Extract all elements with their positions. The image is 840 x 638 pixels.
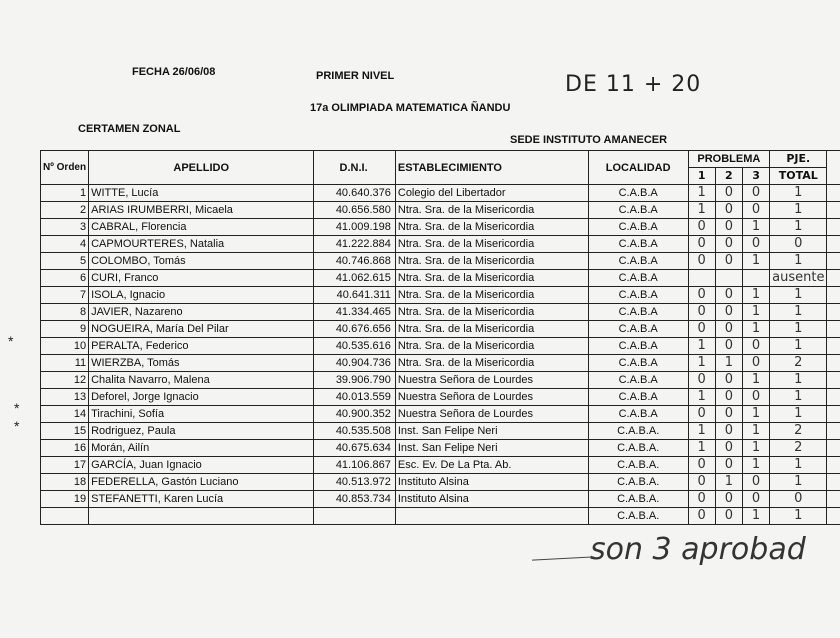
row-total: 1	[770, 304, 827, 321]
row-dni: 40.746.868	[314, 253, 396, 270]
row-extra	[827, 491, 840, 508]
row-p2: 0	[715, 457, 742, 474]
row-apellido: PERALTA, Federico	[89, 338, 314, 355]
table-row	[41, 440, 840, 457]
table-row	[41, 372, 840, 389]
row-orden: 10	[41, 338, 89, 355]
row-p2: 0	[715, 372, 742, 389]
row-orden: 14	[41, 406, 89, 423]
row-dni: 41.009.198	[314, 219, 396, 236]
row-extra	[827, 321, 840, 338]
row-p1: 0	[688, 236, 715, 253]
row-p1: 0	[688, 508, 715, 525]
row-p2: 0	[715, 219, 742, 236]
row-p2: 0	[715, 236, 742, 253]
row-p1: 1	[688, 440, 715, 457]
row-localidad: C.A.B.A	[588, 389, 688, 406]
row-localidad: C.A.B.A	[588, 202, 688, 219]
table-row	[41, 219, 840, 236]
table-body	[41, 185, 840, 525]
table-row	[41, 270, 840, 287]
row-orden: 7	[41, 287, 89, 304]
row-dni: 40.904.736	[314, 355, 396, 372]
row-orden: 2	[41, 202, 89, 219]
row-total: 0	[770, 236, 827, 253]
row-establecimiento: Ntra. Sra. de la Misericordia	[395, 236, 588, 253]
row-localidad: C.A.B.A.	[588, 440, 688, 457]
row-apellido: WITTE, Lucía	[89, 185, 314, 202]
row-total: 1	[770, 457, 827, 474]
col-p1: 1	[688, 168, 715, 185]
row-total: 1	[770, 389, 827, 406]
table-row	[41, 474, 840, 491]
row-localidad: C.A.B.A	[588, 372, 688, 389]
row-apellido: Tirachini, Sofía	[89, 406, 314, 423]
row-extra	[827, 219, 840, 236]
row-dni: 40.013.559	[314, 389, 396, 406]
table-row	[41, 423, 840, 440]
fecha-label: FECHA 26/06/08	[132, 66, 216, 78]
col-establecimiento: ESTABLECIMIENTO	[395, 151, 588, 185]
row-orden: 4	[41, 236, 89, 253]
row-p1: 1	[688, 389, 715, 406]
star-mark-row-15: *	[14, 418, 20, 434]
row-total: 1	[770, 474, 827, 491]
row-p1: 0	[688, 287, 715, 304]
row-apellido: NOGUEIRA, María Del Pilar	[89, 321, 314, 338]
row-total: 2	[770, 440, 827, 457]
row-p2: 1	[715, 355, 742, 372]
row-p3: 0	[742, 236, 769, 253]
row-total: 1	[770, 338, 827, 355]
row-establecimiento	[395, 508, 588, 525]
row-orden: 12	[41, 372, 89, 389]
row-extra	[827, 236, 840, 253]
row-p1: 1	[688, 338, 715, 355]
row-establecimiento: Nuestra Señora de Lourdes	[395, 406, 588, 423]
row-apellido: CAPMOURTERES, Natalia	[89, 236, 314, 253]
row-orden: 8	[41, 304, 89, 321]
row-extra	[827, 338, 840, 355]
row-total: 1	[770, 406, 827, 423]
row-apellido: ISOLA, Ignacio	[89, 287, 314, 304]
row-apellido: CABRAL, Florencia	[89, 219, 314, 236]
row-p3: 0	[742, 355, 769, 372]
row-localidad: C.A.B.A	[588, 338, 688, 355]
row-total: 0	[770, 491, 827, 508]
row-establecimiento: Ntra. Sra. de la Misericordia	[395, 355, 588, 372]
row-apellido: Rodriguez, Paula	[89, 423, 314, 440]
row-orden: 18	[41, 474, 89, 491]
row-p3: 0	[742, 185, 769, 202]
footer-note-underline	[532, 556, 594, 560]
row-establecimiento: Colegio del Libertador	[395, 185, 588, 202]
table-row	[41, 338, 840, 355]
star-mark-row-10: *	[8, 333, 14, 349]
nivel-label: PRIMER NIVEL	[316, 70, 395, 82]
row-dni: 40.900.352	[314, 406, 396, 423]
table-row	[41, 406, 840, 423]
row-p1: 0	[688, 372, 715, 389]
row-total: 1	[770, 372, 827, 389]
row-p2: 0	[715, 287, 742, 304]
row-establecimiento: Inst. San Felipe Neri	[395, 423, 588, 440]
row-total: 1	[770, 508, 827, 525]
handwritten-range: DE 11 + 20	[565, 72, 702, 97]
row-localidad: C.A.B.A	[588, 253, 688, 270]
row-dni: 39.906.790	[314, 372, 396, 389]
row-p3: 1	[742, 219, 769, 236]
row-establecimiento: Instituto Alsina	[395, 491, 588, 508]
row-extra	[827, 372, 840, 389]
row-p2: 0	[715, 202, 742, 219]
table-row	[41, 389, 840, 406]
row-apellido: COLOMBO, Tomás	[89, 253, 314, 270]
header-row-1	[41, 151, 840, 168]
row-p3: 1	[742, 406, 769, 423]
row-establecimiento: Ntra. Sra. de la Misericordia	[395, 338, 588, 355]
certamen-label: CERTAMEN ZONAL	[78, 123, 181, 135]
row-establecimiento: Ntra. Sra. de la Misericordia	[395, 304, 588, 321]
row-apellido: WIERZBA, Tomás	[89, 355, 314, 372]
col-extra	[827, 151, 840, 185]
row-extra	[827, 474, 840, 491]
row-total: 1	[770, 185, 827, 202]
row-orden: 16	[41, 440, 89, 457]
row-establecimiento: Ntra. Sra. de la Misericordia	[395, 287, 588, 304]
row-p1: 0	[688, 474, 715, 491]
row-dni: 40.535.508	[314, 423, 396, 440]
row-total: 2	[770, 423, 827, 440]
col-total: TOTAL	[770, 168, 827, 185]
row-apellido: ARIAS IRUMBERRI, Micaela	[89, 202, 314, 219]
row-orden: 13	[41, 389, 89, 406]
row-extra	[827, 508, 840, 525]
row-apellido	[89, 508, 314, 525]
row-apellido: Deforel, Jorge Ignacio	[89, 389, 314, 406]
row-p3: 1	[742, 372, 769, 389]
col-problema: PROBLEMA	[688, 151, 770, 168]
table-row	[41, 355, 840, 372]
table-row	[41, 457, 840, 474]
row-total: 1	[770, 202, 827, 219]
row-extra	[827, 185, 840, 202]
row-extra	[827, 457, 840, 474]
row-p1: 0	[688, 457, 715, 474]
row-localidad: C.A.B.A	[588, 270, 688, 287]
row-p2: 0	[715, 321, 742, 338]
row-p3: 1	[742, 253, 769, 270]
col-p2: 2	[715, 168, 742, 185]
row-total: 1	[770, 321, 827, 338]
row-extra	[827, 304, 840, 321]
row-localidad: C.A.B.A	[588, 185, 688, 202]
row-p3: 0	[742, 474, 769, 491]
row-p1: 0	[688, 491, 715, 508]
row-p1: 0	[688, 219, 715, 236]
row-total: 2	[770, 355, 827, 372]
row-localidad: C.A.B.A	[588, 236, 688, 253]
row-dni: 40.656.580	[314, 202, 396, 219]
table-row	[41, 202, 840, 219]
col-localidad: LOCALIDAD	[588, 151, 688, 185]
row-localidad: C.A.B.A	[588, 304, 688, 321]
col-orden: Nº Orden	[41, 151, 89, 185]
row-localidad: C.A.B.A.	[588, 474, 688, 491]
row-p1: 0	[688, 304, 715, 321]
row-extra	[827, 287, 840, 304]
row-apellido: Chalita Navarro, Malena	[89, 372, 314, 389]
row-localidad: C.A.B.A	[588, 406, 688, 423]
row-dni: 41.062.615	[314, 270, 396, 287]
row-p1: 0	[688, 253, 715, 270]
row-total: 1	[770, 253, 827, 270]
table-row	[41, 185, 840, 202]
row-p3: 0	[742, 491, 769, 508]
row-establecimiento: Esc. Ev. De La Pta. Ab.	[395, 457, 588, 474]
row-p2	[715, 270, 742, 287]
row-establecimiento: Ntra. Sra. de la Misericordia	[395, 270, 588, 287]
col-p3: 3	[742, 168, 769, 185]
row-p3: 1	[742, 423, 769, 440]
row-p2: 0	[715, 304, 742, 321]
row-localidad: C.A.B.A	[588, 219, 688, 236]
row-localidad: C.A.B.A.	[588, 491, 688, 508]
row-localidad: C.A.B.A	[588, 355, 688, 372]
row-establecimiento: Nuestra Señora de Lourdes	[395, 372, 588, 389]
row-p1: 1	[688, 202, 715, 219]
row-p2: 0	[715, 253, 742, 270]
row-localidad: C.A.B.A	[588, 321, 688, 338]
row-p2: 0	[715, 338, 742, 355]
row-p1: 1	[688, 423, 715, 440]
row-establecimiento: Inst. San Felipe Neri	[395, 440, 588, 457]
row-p3: 1	[742, 508, 769, 525]
row-orden	[41, 508, 89, 525]
row-p1	[688, 270, 715, 287]
row-p3: 0	[742, 338, 769, 355]
row-p3: 0	[742, 202, 769, 219]
col-dni: D.N.I.	[314, 151, 396, 185]
row-establecimiento: Ntra. Sra. de la Misericordia	[395, 321, 588, 338]
table-row	[41, 287, 840, 304]
row-dni: 40.640.376	[314, 185, 396, 202]
row-p3: 0	[742, 389, 769, 406]
row-localidad: C.A.B.A.	[588, 423, 688, 440]
row-establecimiento: Nuestra Señora de Lourdes	[395, 389, 588, 406]
row-localidad: C.A.B.A.	[588, 457, 688, 474]
row-extra	[827, 406, 840, 423]
row-orden: 19	[41, 491, 89, 508]
row-establecimiento: Ntra. Sra. de la Misericordia	[395, 202, 588, 219]
row-p3: 1	[742, 287, 769, 304]
row-apellido: STEFANETTI, Karen Lucía	[89, 491, 314, 508]
row-p2: 0	[715, 185, 742, 202]
row-p2: 0	[715, 406, 742, 423]
row-total: 1	[770, 287, 827, 304]
row-total: 1	[770, 219, 827, 236]
row-p3: 1	[742, 304, 769, 321]
row-p1: 1	[688, 355, 715, 372]
footer-note: son 3 aprobad	[590, 532, 806, 567]
row-extra	[827, 202, 840, 219]
row-apellido: FEDERELLA, Gastón Luciano	[89, 474, 314, 491]
row-dni: 40.675.634	[314, 440, 396, 457]
table-row	[41, 491, 840, 508]
row-orden: 17	[41, 457, 89, 474]
row-p1: 0	[688, 321, 715, 338]
row-localidad: C.A.B.A.	[588, 508, 688, 525]
row-p3: 1	[742, 440, 769, 457]
row-extra	[827, 440, 840, 457]
row-p3: 1	[742, 321, 769, 338]
row-dni: 41.222.884	[314, 236, 396, 253]
row-dni: 40.853.734	[314, 491, 396, 508]
sede-label: SEDE INSTITUTO AMANECER	[510, 134, 668, 146]
row-p2: 0	[715, 508, 742, 525]
row-dni: 41.334.465	[314, 304, 396, 321]
row-dni: 40.641.311	[314, 287, 396, 304]
row-p3: 1	[742, 457, 769, 474]
row-extra	[827, 389, 840, 406]
row-p1: 0	[688, 406, 715, 423]
row-extra	[827, 423, 840, 440]
row-p2: 0	[715, 423, 742, 440]
row-localidad: C.A.B.A	[588, 287, 688, 304]
table-row	[41, 304, 840, 321]
row-apellido: JAVIER, Nazareno	[89, 304, 314, 321]
table-row	[41, 236, 840, 253]
row-dni: 40.535.616	[314, 338, 396, 355]
row-dni: 40.513.972	[314, 474, 396, 491]
row-apellido: CURI, Franco	[89, 270, 314, 287]
table-row	[41, 253, 840, 270]
row-apellido: GARCÍA, Juan Ignacio	[89, 457, 314, 474]
row-extra	[827, 355, 840, 372]
row-total: ausente	[770, 270, 827, 287]
row-establecimiento: Instituto Alsina	[395, 474, 588, 491]
row-orden: 3	[41, 219, 89, 236]
row-orden: 1	[41, 185, 89, 202]
row-dni: 41.106.867	[314, 457, 396, 474]
row-extra	[827, 270, 840, 287]
results-table	[40, 150, 840, 525]
row-extra	[827, 253, 840, 270]
table-row	[41, 321, 840, 338]
row-p3	[742, 270, 769, 287]
row-dni	[314, 508, 396, 525]
row-orden: 15	[41, 423, 89, 440]
row-p2: 1	[715, 474, 742, 491]
olimpiada-title: 17a OLIMPIADA MATEMATICA ÑANDU	[310, 102, 511, 114]
row-orden: 11	[41, 355, 89, 372]
row-orden: 6	[41, 270, 89, 287]
row-p2: 0	[715, 389, 742, 406]
row-establecimiento: Ntra. Sra. de la Misericordia	[395, 253, 588, 270]
row-p1: 1	[688, 185, 715, 202]
row-apellido: Morán, Ailín	[89, 440, 314, 457]
col-pje: PJE.	[770, 151, 827, 168]
col-apellido: APELLIDO	[89, 151, 314, 185]
row-orden: 9	[41, 321, 89, 338]
row-orden: 5	[41, 253, 89, 270]
row-establecimiento: Ntra. Sra. de la Misericordia	[395, 219, 588, 236]
table-row	[41, 508, 840, 525]
star-mark-row-14: *	[14, 400, 20, 416]
row-dni: 40.676.656	[314, 321, 396, 338]
row-p2: 0	[715, 491, 742, 508]
row-p2: 0	[715, 440, 742, 457]
